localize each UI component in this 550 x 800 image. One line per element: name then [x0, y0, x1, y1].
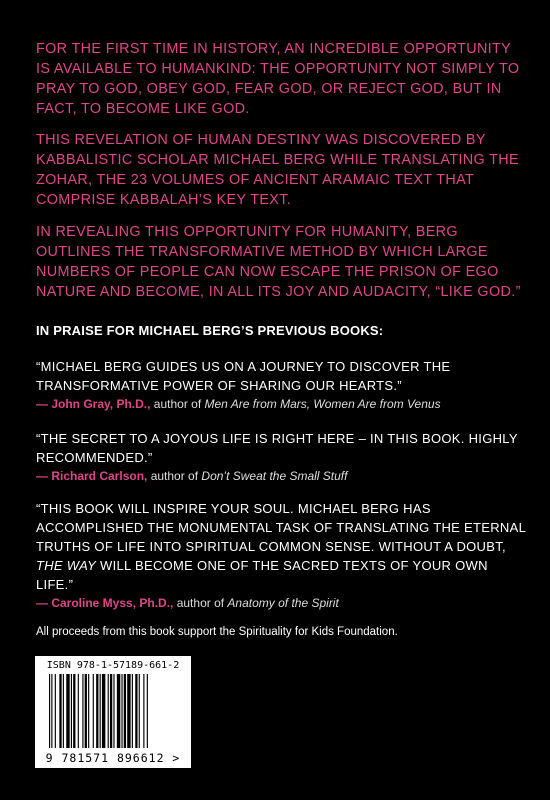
barcode-bar [82, 674, 83, 748]
attribution-name: — Richard Carlson, [36, 469, 148, 483]
barcode-bar [73, 674, 75, 748]
barcode-bar [132, 674, 133, 748]
barcode-bar [147, 674, 148, 748]
attribution-name: — Caroline Myss, Ph.D., [36, 596, 174, 610]
attribution-book: Anatomy of the Spirit [227, 596, 339, 610]
quote-text: “THE SECRET TO A JOYOUS LIFE IS RIGHT HERE – IN THIS BOOK. HIGHLY RECOMMENDED.” [36, 431, 518, 465]
quote-text-before: “THIS BOOK WILL INSPIRE YOUR SOUL. MICHAEL BERG HAS ACCOMPLISHED THE MONUMENTAL TASK OF TRANSLATING THE ETERNAL TRUTHS OF LIFE INTO SPIRITUAL COMMON SENSE. WITHOUT A DOUBT, [36, 501, 526, 554]
barcode-bar [143, 674, 144, 748]
praise-quote-2 [36, 429, 526, 485]
proceeds-note: All proceeds from this book support the Spirituality for Kids Foundation. [36, 626, 398, 638]
blurb-paragraph-3: IN REVEALING THIS OPPORTUNITY FOR HUMANITY, BERG OUTLINES THE TRANSFORMATIVE METHOD BY WHICH LARGE NUMBERS OF PEOPLE CAN NOW ESCAPE THE PRISON OF EGO NATURE AND BECOME, IN ALL ITS JOY AND AUDACITY, “LIKE GOD.” [36, 224, 521, 300]
barcode-bar [113, 674, 114, 748]
attribution-author-of: author of [173, 596, 228, 610]
quote-text: “MICHAEL BERG GUIDES US ON A JOURNEY TO DISCOVER THE TRANSFORMATIVE POWER OF SHARING OUR HEARTS.” [36, 359, 451, 393]
barcode-bar [55, 674, 56, 748]
barcode-bar [78, 674, 79, 748]
barcode-bar [100, 674, 101, 748]
attribution-author-of: author of [147, 469, 202, 483]
barcode-bar [127, 674, 130, 748]
barcode-bar [85, 674, 87, 748]
barcode-bar [59, 674, 61, 748]
isbn-digits: 9 781571 896612 > [45, 751, 181, 765]
barcode-bar [51, 674, 52, 748]
praise-quote-3 [36, 499, 526, 612]
attribution-book: Men Are from Mars, Women Are from Venus [204, 397, 441, 411]
quote-attribution [36, 467, 526, 485]
quote-attribution [36, 594, 526, 612]
barcode-bar [102, 674, 105, 748]
barcode-bar [124, 674, 126, 748]
barcode-bar [49, 674, 50, 748]
barcode-bar [63, 674, 64, 748]
isbn-barcode [35, 656, 191, 768]
quote-attribution [36, 395, 526, 413]
barcode-bar [108, 674, 109, 748]
barcode-bar [135, 674, 137, 748]
barcode-bar [117, 674, 120, 748]
quote-text [36, 501, 526, 592]
attribution-name: — John Gray, Ph.D., [36, 397, 151, 411]
barcode-bar [110, 674, 112, 748]
praise-quote-1 [36, 357, 526, 413]
attribution-book: Don’t Sweat the Small Stuff [201, 469, 348, 483]
blurb-paragraph-1: FOR THE FIRST TIME IN HISTORY, AN INCREDIBLE OPPORTUNITY IS AVAILABLE TO HUMANKIND: THE OPPORTUNITY NOT SIMPLY TO PRAY TO GOD, OBEY GOD, FEAR GOD, OR REJECT GOD, BUT IN FACT, TO BECOME LIKE GOD. [36, 41, 520, 117]
barcode-bar [71, 674, 72, 748]
blurb-paragraph-2: THIS REVELATION OF HUMAN DESTINY WAS DISCOVERED BY KABBALISTIC SCHOLAR MICHAEL BERG WHILE TRANSLATING THE ZOHAR, THE 23 VOLUMES OF ANCIENT ARAMAIC TEXT THAT COMPRISE KABBALAH’S KEY TEXT. [36, 132, 519, 208]
barcode-bar [139, 674, 140, 748]
barcode-bars [49, 674, 177, 748]
quote-text-after: WILL BECOME ONE OF THE SACRED TEXTS OF YOUR OWN LIFE.” [36, 558, 488, 592]
barcode-bar [96, 674, 98, 748]
isbn-label: ISBN 978-1-57189-661-2 [46, 660, 180, 671]
attribution-author-of: author of [150, 397, 205, 411]
barcode-bar [88, 674, 89, 748]
barcode-bar [93, 674, 94, 748]
barcode-bar [121, 674, 122, 748]
praise-heading: IN PRAISE FOR MICHAEL BERG’S PREVIOUS BOOKS: [36, 323, 384, 338]
quote-book-title: THE WAY [36, 558, 97, 573]
barcode-bar [66, 674, 69, 748]
